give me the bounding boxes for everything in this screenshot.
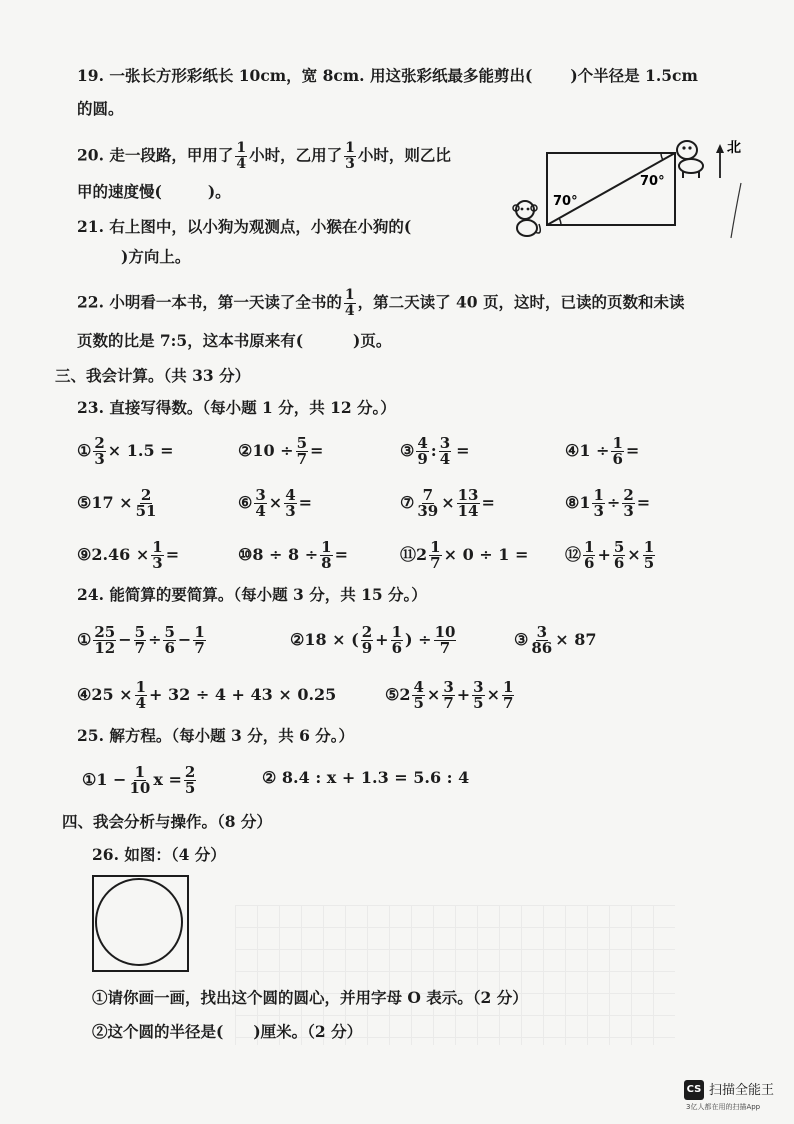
q22-line1: 22. 小明看一本书，第一天读了全书的 $\frac{1}{4}$ ，第二天读了 40 页，这时，已读的页数和未读 [77,287,685,319]
watermark-name: 扫描全能王 [709,1083,775,1098]
q24-problem-3: ③ $\frac{3}{86}$ × 87 [514,623,597,657]
q23-problem-10: ⑩8 ÷ 8 ÷ $\frac{1}{8}$ = [238,538,348,572]
north-label: 北 [727,140,741,156]
q24-title: 24. 能简算的要简算。（每小题 3 分，共 15 分。） [77,585,427,604]
q24-problem-5: ⑤2 $\frac{4}{5}$ × $\frac{3}{7}$ + $\frac{3}{5}$ × $\frac{1}{7}$ [385,678,514,712]
fraction: $\frac{1}{3}$ [345,140,355,172]
q23-problem-3: ③ $\frac{4}{9}$ : $\frac{3}{4}$ = [400,434,470,468]
q24-problem-1: ① $\frac{25}{12}$ − $\frac{5}{7}$ ÷ $\frac{5}{6}$ − $\frac{1}{7}$ [77,623,205,657]
q22-line2: 页数的比是 7:5，这本书原来有( )页。 [77,331,392,350]
q23-problem-6: ⑥ $\frac{3}{4}$ × $\frac{4}{3}$ = [238,486,313,520]
q19-line1: 19. 一张长方形彩纸长 10cm，宽 8cm. 用这张彩纸最多能剪出( )个半径是 1.5cm [77,66,698,85]
q23-problem-5: ⑤17 × $\frac{2}{51}$ [77,486,157,520]
q23-title: 23. 直接写得数。（每小题 1 分，共 12 分。） [77,398,396,417]
q24-problem-2: ②18 × ( $\frac{2}{9}$ + $\frac{1}{6}$ ) ÷ $\frac{10}{7}$ [290,623,456,657]
q20-line1: 20. 走一段路，甲用了 $\frac{1}{4}$ 小时，乙用了 $\frac{1}{3}$ 小时，则乙比 [77,140,451,172]
square-figure [92,875,189,972]
direction-figure [505,128,755,248]
dog-icon [677,141,703,178]
angle-label-right: 70° [640,174,665,189]
fraction: $\frac{1}{4}$ [344,287,355,319]
q21-line1: 21. 右上图中，以小狗为观测点，小猴在小狗的( [77,217,412,236]
q23-problem-1: ① $\frac{2}{3}$ × 1.5 = [77,434,174,468]
q26-title: 26. 如图：（4 分） [92,845,226,864]
q25-title: 25. 解方程。（每小题 3 分，共 6 分。） [77,726,355,745]
watermark-subtitle: 3亿人都在用的扫描App [686,1103,761,1111]
q23-problem-4: ④1 ÷ $\frac{1}{6}$ = [565,434,640,468]
inscribed-circle[interactable] [95,878,183,966]
q21-line2: )方向上。 [121,247,191,266]
q23-problem-9: ⑨2.46 × $\frac{1}{3}$ = [77,538,180,572]
q19-line2: 的圆。 [77,99,124,118]
q23-problem-8: ⑧1 $\frac{1}{3}$ ÷ $\frac{2}{3}$ = [565,486,651,520]
q26-step-1: ①请你画一画，找出这个圆的圆心，并用字母 O 表示。（2 分） [92,988,528,1007]
q20-line2: 甲的速度慢( )。 [77,182,231,201]
camscanner-logo-icon: CS [684,1080,704,1100]
monkey-icon [513,201,540,236]
fraction: $\frac{1}{4}$ [236,140,247,172]
q26-step-2: ②这个圆的半径是( )厘米。（2 分） [92,1022,363,1041]
q23-problem-12: ⑫ $\frac{1}{6}$ + $\frac{5}{6}$ × $\frac{1}{5}$ [565,538,655,572]
q19-text: 19. 一张长方形彩纸长 10cm，宽 8cm. 用这张彩纸最多能剪出( [77,66,533,85]
q25-problem-2: ② 8.4 : x + 1.3 = 5.6 : 4 [262,768,470,787]
q24-problem-4: ④25 × $\frac{1}{4}$ + 32 ÷ 4 + 43 × 0.25 [77,678,337,712]
q23-problem-7: ⑦ $\frac{7}{39}$ × $\frac{13}{14}$ = [400,486,495,520]
q23-problem-11: ⑪2 $\frac{1}{7}$ × 0 ÷ 1 = [400,538,529,572]
section-4-heading: 四、我会分析与操作。（8 分） [62,812,272,831]
angle-label-left: 70° [553,194,578,209]
section-3-heading: 三、我会计算。（共 33 分） [55,366,251,385]
north-arrow-icon [716,144,724,178]
q23-problem-2: ②10 ÷ $\frac{5}{7}$ = [238,434,324,468]
q25-problem-1: ①1 − $\frac{1}{10}$ x = $\frac{2}{5}$ [82,763,196,797]
